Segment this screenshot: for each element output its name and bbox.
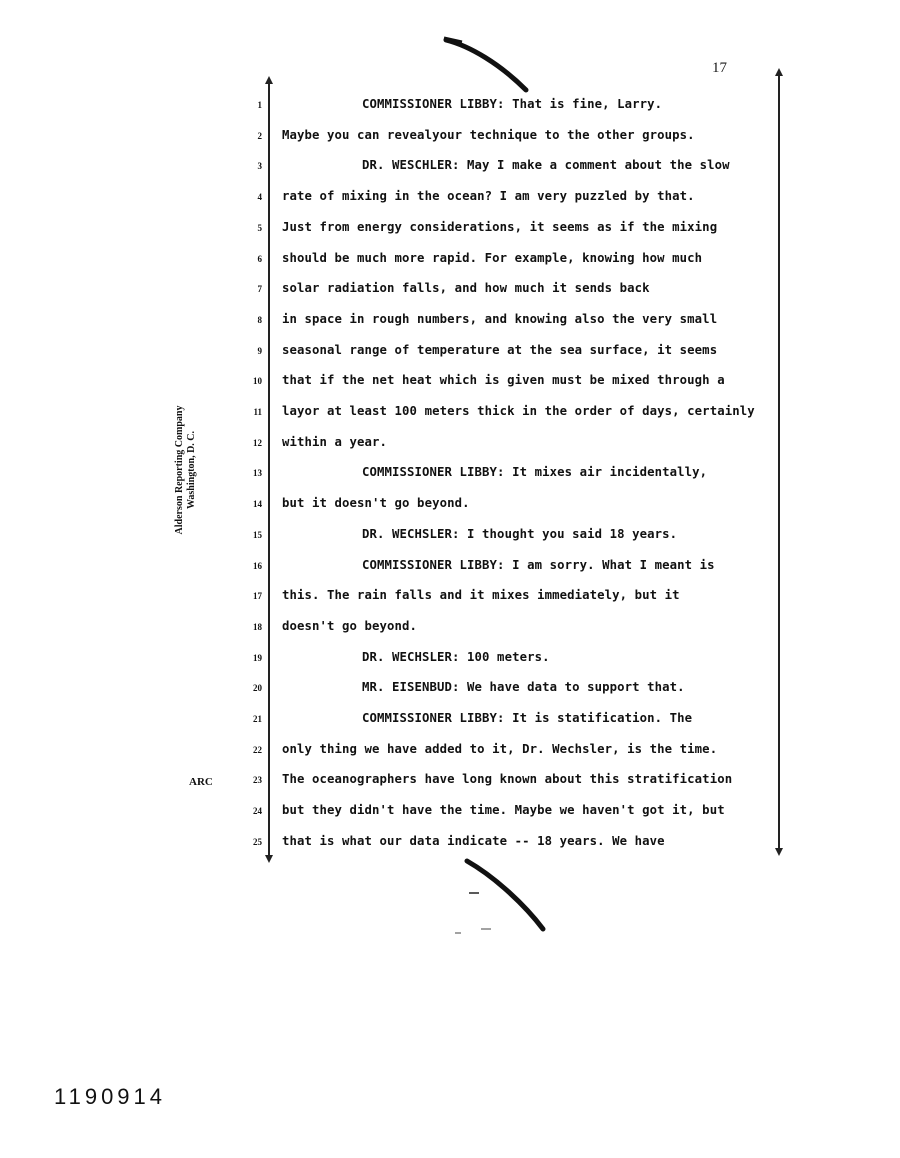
left-rule-top-arrow-icon [265, 76, 273, 84]
line-number: 14 [253, 499, 262, 509]
line-number: 6 [257, 254, 262, 264]
side-stamp [174, 406, 198, 535]
line-number: 4 [257, 192, 262, 202]
line-number: 15 [253, 530, 262, 540]
left-rule-bottom-arrow-icon [265, 855, 273, 863]
bottom-slash-mark [455, 855, 555, 935]
transcript-line: Maybe you can revealyour technique to the other groups. [282, 128, 695, 142]
line-number: 21 [253, 714, 262, 724]
right-rule-top-arrow-icon [775, 68, 783, 76]
line-number: 16 [253, 561, 262, 571]
transcript-line: only thing we have added to it, Dr. Wechsler, is the time. [282, 742, 718, 756]
line-number: 8 [257, 315, 262, 325]
transcript-line: within a year. [282, 435, 388, 449]
transcript-line: DR. WESCHLER: May I make a comment about the slow [362, 158, 730, 172]
transcript-line: Just from energy considerations, it seems as if the mixing [282, 220, 718, 234]
line-number: 12 [253, 438, 262, 448]
transcript-line: DR. WECHSLER: I thought you said 18 years. [362, 527, 678, 541]
line-number: 24 [253, 806, 262, 816]
left-margin-rule [268, 82, 270, 857]
transcript-line: layor at least 100 meters thick in the order of days, certainly [282, 404, 755, 418]
line-number: 18 [253, 622, 262, 632]
right-rule-bottom-arrow-icon [775, 848, 783, 856]
line-number: 7 [257, 284, 262, 294]
line-number: 17 [253, 591, 262, 601]
transcript-line: in space in rough numbers, and knowing also the very small [282, 312, 718, 326]
line-number: 23 [253, 775, 262, 785]
transcript-line: should be much more rapid. For example, knowing how much [282, 251, 703, 265]
line-number: 3 [257, 161, 262, 171]
line-number: 9 [257, 346, 262, 356]
margin-label: ARC [189, 776, 213, 788]
line-number: 13 [253, 468, 262, 478]
transcript-line: rate of mixing in the ocean? I am very puzzled by that. [282, 189, 695, 203]
transcript-line: but they didn't have the time. Maybe we haven't got it, but [282, 803, 725, 817]
side-stamp-company: Alderson Reporting Company [174, 405, 185, 535]
transcript-line: COMMISSIONER LIBBY: I am sorry. What I meant is [362, 558, 715, 572]
line-number: 20 [253, 683, 262, 693]
transcript-line: solar radiation falls, and how much it sends back [282, 281, 650, 295]
line-number: 2 [257, 131, 262, 141]
transcript-line: doesn't go beyond. [282, 619, 418, 633]
transcript-line: seasonal range of temperature at the sea surface, it seems [282, 343, 718, 357]
side-stamp-city: Washington, D. C. [186, 430, 197, 510]
line-number: 5 [257, 223, 262, 233]
transcript-line: COMMISSIONER LIBBY: It mixes air incidentally, [362, 465, 708, 479]
transcript-line: MR. EISENBUD: We have data to support that. [362, 680, 685, 694]
document-id: 1190914 [54, 1084, 167, 1109]
transcript-line: COMMISSIONER LIBBY: That is fine, Larry. [362, 97, 663, 111]
line-number: 1 [257, 100, 262, 110]
transcript-line: The oceanographers have long known about this stratification [282, 772, 733, 786]
line-number: 10 [253, 376, 262, 386]
line-number: 25 [253, 837, 262, 847]
transcript-line: that is what our data indicate -- 18 years. We have [282, 834, 665, 848]
line-number: 19 [253, 653, 262, 663]
line-number: 22 [253, 745, 262, 755]
page-number: 17 [712, 60, 727, 76]
transcript-line: DR. WECHSLER: 100 meters. [362, 650, 550, 664]
transcript-line: that if the net heat which is given must be mixed through a [282, 373, 725, 387]
transcript-line: but it doesn't go beyond. [282, 496, 470, 510]
line-number: 11 [253, 407, 262, 417]
top-slash-mark [440, 36, 540, 96]
transcript-line: COMMISSIONER LIBBY: It is statification. The [362, 711, 693, 725]
transcript-line: this. The rain falls and it mixes immediately, but it [282, 588, 680, 602]
